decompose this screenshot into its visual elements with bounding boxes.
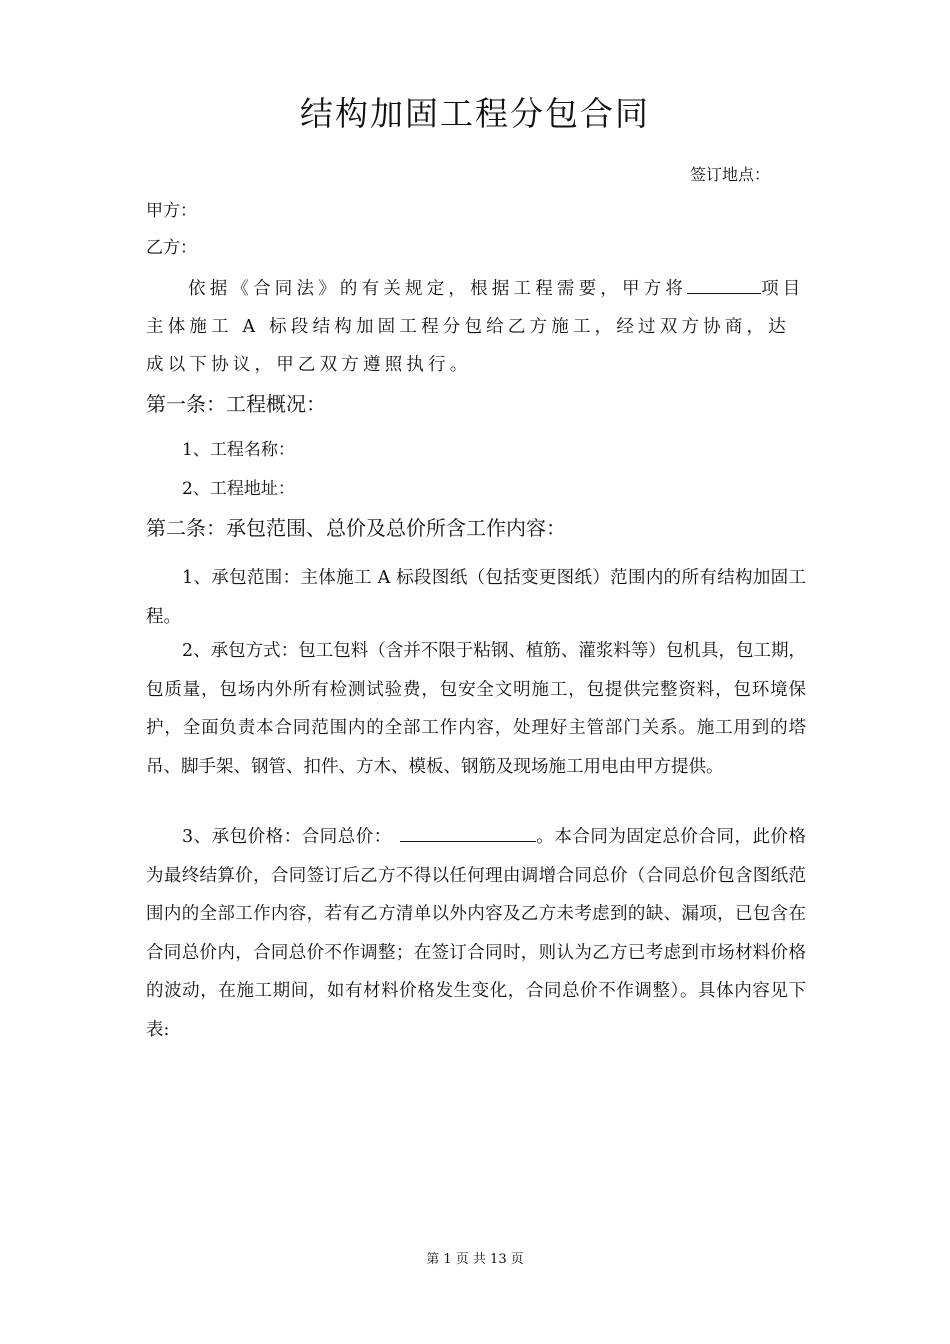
article-2-heading: 第二条：承包范围、总价及总价所含工作内容： — [146, 516, 566, 540]
sign-place-label: 签订地点： — [690, 165, 771, 184]
party-b-label: 乙方： — [146, 238, 197, 258]
price-text-start: 3、承包价格：合同总价： — [182, 827, 392, 847]
contract-price-blank — [400, 825, 536, 842]
scope-paragraph: 1、承包范围：主体施工 A 标段图纸（包括变更图纸）范围内的所有结构加固工程。 — [146, 568, 806, 627]
page-number-footer: 第 1 页 共 13 页 — [426, 1252, 524, 1267]
price-text-end: 。本合同为固定总价合同，此价格为最终结算价，合同签订后乙方不得以任何理由调增合同总价（合同总价包含图纸范围内的全部工作内容，若有乙方清单以外内容及乙方未考虑到的缺、漏项，已包含在合同总价内，合同总价不作调整；在签订合同时，则认为乙方已考虑到市场材料价格的波动，在施工期间，如有材料价格发生变化，合同总价不作调整）。具体内容见下表: — [146, 827, 806, 1040]
intro-text-start: 依据《合同法》的有关规定，根据工程需要，甲方将 — [188, 279, 688, 299]
intro-text-end: 项目主体施工 A 标段结构加固工程分包给乙方施工，经过双方协商，达成以下协议，甲乙双方遵照执行。 — [146, 279, 805, 375]
project-name-blank — [687, 277, 761, 294]
document-title: 结构加固工程分包合同 — [300, 94, 650, 133]
price-paragraph — [146, 818, 806, 1049]
project-address-item: 2、工程地址： — [182, 479, 295, 499]
party-a-label: 甲方： — [146, 201, 197, 221]
intro-paragraph — [146, 270, 806, 384]
article-1-heading: 第一条：工程概况： — [146, 392, 326, 416]
method-paragraph: 2、承包方式：包工包料（含并不限于粘钢、植筋、灌浆料等）包机具，包工期，包质量，包场内外所有检测试验费，包安全文明施工，包提供完整资料，包环境保护，全面负责本合同范围内的全部工作内容，处理好主管部门关系。施工用到的塔吊、脚手架、钢管、扣件、方木、模板、钢筋及现场施工用电由甲方提供。 — [146, 641, 806, 777]
project-name-item: 1、工程名称： — [182, 440, 295, 460]
